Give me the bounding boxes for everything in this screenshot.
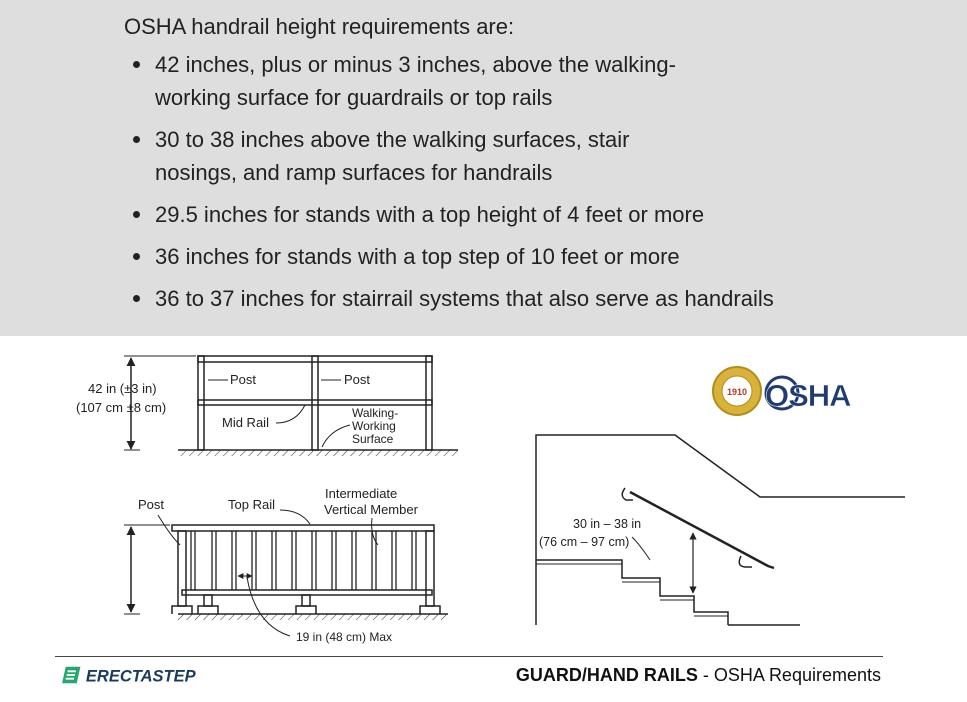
mid-rail-label: Mid Rail (222, 415, 269, 430)
guardrail-diagram (124, 356, 458, 456)
center-post (312, 356, 318, 450)
requirement-line: 30 to 38 inches above the walking surfaces, stair (155, 127, 630, 152)
requirement-line: working surface for guardrails or top rails (155, 85, 553, 110)
seal-number: 1910 (726, 387, 748, 397)
brand-name: ERECTASTEP (85, 667, 196, 686)
spacing-leader (247, 577, 290, 636)
requirement-item (130, 123, 774, 189)
osha-logo (713, 367, 851, 415)
ground-hatch (178, 614, 448, 620)
right-post (426, 356, 432, 450)
requirement-line: 36 inches for stands with a top step of 10 feet or more (155, 244, 680, 269)
left-post (198, 356, 204, 450)
footer-title-bold: GUARD/HAND RAILS (515, 665, 698, 685)
top-rail (172, 525, 434, 531)
requirement-item (130, 48, 774, 114)
ground-hatch (178, 450, 458, 456)
requirements-panel (0, 0, 967, 336)
surface-label: Working (352, 419, 396, 433)
erectastep-logo (55, 664, 225, 686)
post-label: Post (230, 372, 257, 387)
footer-divider (55, 656, 883, 657)
requirement-line: nosings, and ramp surfaces for handrails (155, 160, 553, 185)
handrail (630, 492, 774, 568)
spacing-label: 19 in (48 cm) Max (296, 630, 393, 644)
surface-label: Surface (352, 432, 394, 446)
footer-title-rest: - OSHA Requirements (697, 665, 881, 685)
requirements-list (130, 48, 774, 324)
top-rail (198, 356, 432, 362)
stair-height-cm: (76 cm – 97 cm) (539, 535, 630, 549)
requirement-line: 29.5 inches for stands with a top height of 4 feet or more (155, 202, 705, 227)
post-label: Post (344, 372, 371, 387)
guardrail-height-in: 42 in (±3 in) (88, 381, 157, 396)
mid-rail (198, 400, 432, 405)
requirement-item (130, 198, 774, 231)
vertical-members (191, 531, 416, 590)
railing-diagrams (0, 336, 967, 656)
mid-rail-leader (276, 405, 305, 423)
intro-text: OSHA handrail height requirements are: (124, 14, 515, 39)
stair-height-in: 30 in – 38 in (573, 517, 642, 531)
member-label: Vertical Member (324, 502, 418, 517)
requirement-item (130, 240, 774, 273)
footer-title (516, 665, 881, 686)
stairs-outline (536, 560, 728, 625)
surface-label: Walking- (352, 406, 399, 420)
surface-leader (322, 425, 350, 447)
stair-leader (632, 537, 650, 560)
osha-wordmark: OSHA (765, 378, 851, 413)
vertical-rail-diagram (124, 510, 448, 636)
requirement-line: 36 to 37 inches for stairrail systems that also serve as handrails (155, 286, 774, 311)
requirement-item (130, 282, 774, 315)
member-label: Intermediate (325, 486, 398, 501)
top-rail-label: Top Rail (228, 497, 275, 512)
requirement-line: 42 inches, plus or minus 3 inches, above the walking- (155, 52, 676, 77)
guardrail-height-cm: (107 cm ±8 cm) (76, 400, 167, 415)
post-label: Post (138, 497, 165, 512)
top-rail-leader (280, 510, 310, 524)
